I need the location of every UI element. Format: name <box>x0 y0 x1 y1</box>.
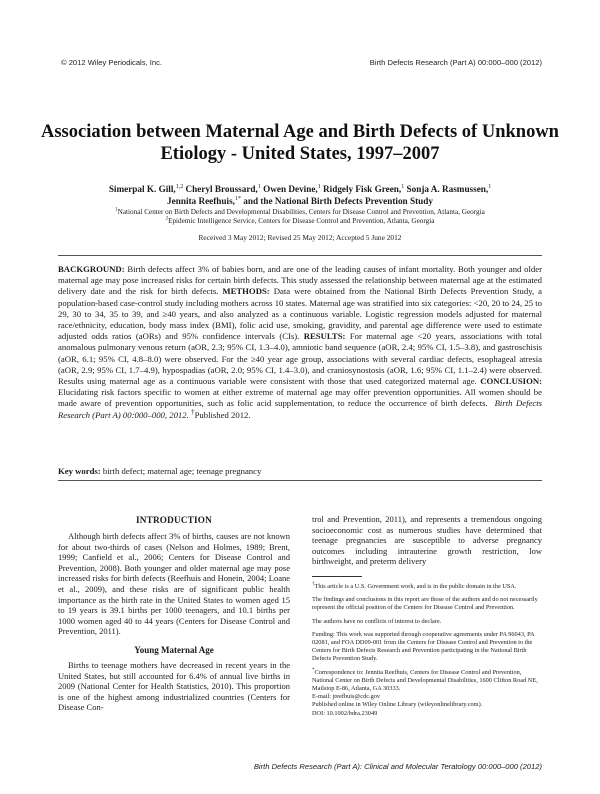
article-title: Association between Maternal Age and Birth Defects of Unknown Etiology - United States, 1997–2007 <box>41 122 559 164</box>
author-affiliation-mark: 1* <box>234 195 241 202</box>
affiliations <box>40 208 560 226</box>
author-affiliation-mark: 1 <box>488 183 492 190</box>
author-name: Simerpal K. Gill, <box>108 184 176 194</box>
author-affiliation-mark: 1,2 <box>175 183 184 190</box>
keywords-label: Key words: <box>58 466 101 476</box>
affiliation-mark: 2 <box>165 216 169 222</box>
affiliation-text: National Center on Birth Defects and Developmental Disabilities, Centers for Disease Control and Prevention, Atlanta, Georgia <box>117 208 485 216</box>
footnote-public-domain <box>312 583 542 591</box>
abstract-conclusion: Elucidating risk factors specific to women at either extreme of maternal age may offer prevention opportunities. All women should be made aware of prevention opportunities, such as folic acid supplementation, to reduce the occurrence of birth defects. <box>58 387 542 409</box>
abstract-results: For maternal age <20 years, associations with total anomalous pulmonary venous return (aOR, 2.3; 95% CI, 1.3–4.0), amniotic band sequence (aOR, 2.4; 95% CI, 1.5–3.8), and gastroschisis (aOR, 6.1; 95% CI, 4.8–8.0) were observed. For the ≥40 year age group, associations with several cardiac defects, esophageal atresia (aOR, 2.9; 95% CI, 1.7–4.9), hypospadias (aOR, 2.0; 95% CI, 1.4–3.0), and craniosynostosis (aOR, 1.6; 95% CI, 1.1–2.4) were observed. Results using maternal age as a continuous variable were consistent with those that used categorized maternal age. <box>58 331 542 387</box>
correspondence-email[interactable]: E-mail: jreefhuis@cdc.gov <box>312 693 381 701</box>
introduction-paragraph: Although birth defects affect 3% of births, causes are not known for about two-thirds of cases (Nelson and Holmes, 1989; Brent, 1999; Canfield et al., 2006; Centers for Disease Control and Prevention, 2008). Both younger and older maternal age may pose increased risks for birth defects (Reefhuis and Honein, 2004; Loane et al., 2009), and these risks are of significant public health importance as the birth rate in the United States to women aged 15 to 19 years is 39.1 births per 1000 teenagers, and 10.1 births per 1000 women aged 40 to 44 years (Centers for Disease Control and Prevention, 2011). <box>58 531 290 637</box>
author-name: Cheryl Broussard, <box>185 184 258 194</box>
body-continuation-paragraph: trol and Prevention, 2011), and represents a tremendous ongoing socioeconomic cost as numerous studies have determined that teenage pregnancies are susceptible to adverse pregnancy outcomes including intrauterine growth restriction, low birthweight, and preterm delivery <box>312 514 542 567</box>
footer-journal-ref: Birth Defects Research (Part A): Clinical and Molecular Teratology 00:000–000 (2012) <box>253 762 542 771</box>
doi-link[interactable]: DOI: 10.1002/bdra.23049 <box>312 709 378 717</box>
keywords-divider <box>58 480 542 481</box>
footnote-mark: * <box>312 667 315 673</box>
author-affiliation-mark: 1 <box>317 183 321 190</box>
abstract-results-label: RESULTS: <box>303 331 346 342</box>
abstract-background: Birth defects affect 3% of babies born, and are one of the leading causes of infant mortality. Both younger and older maternal age may pose increased risks for certain birth defects. This study assessed the relationship between maternal age at the estimated delivery date and the risk for birth defects. <box>58 264 542 297</box>
footnote-text: This article is a U.S. Government work, and is in the public domain in the USA. <box>314 582 517 590</box>
author-affiliation-mark: 1 <box>401 183 405 190</box>
published-mark: † <box>190 407 195 416</box>
keywords-text: birth defect; maternal age; teenage pregnancy <box>102 466 262 476</box>
footnote-correspondence <box>312 669 542 718</box>
published-note: Published 2012. <box>194 409 251 420</box>
footnote-funding: Funding: This work was supported through cooperative agreements under PA 96043, PA 02081, and FOA DD09-001 from the Centers for Disease Control and Prevention to the Centers for Birth Defects Research and Prevention participating in the National Birth Defects Prevention Study. <box>312 630 535 663</box>
correspondence-text: Correspondence to: Jennita Reefhuis, Centers for Disease Control and Prevention, National Center on Birth Defects and Developmental Disabilities, 1600 Clifton Road NE, Mailstop E-86, Atlanta, GA 30333. <box>312 668 538 692</box>
author-list <box>50 183 550 207</box>
abstract-conclusion-label: CONCLUSION: <box>480 376 542 387</box>
abstract <box>58 264 542 421</box>
received-dates: Received 3 May 2012; Revised 25 May 2012; Accepted 5 June 2012 <box>198 233 402 242</box>
introduction-heading: INTRODUCTION <box>136 515 212 525</box>
running-header-journal: Birth Defects Research (Part A) 00:000–000 (2012) <box>369 58 542 67</box>
footnote-mark: † <box>312 581 315 587</box>
author-name: Jennita Reefhuis, <box>167 196 235 206</box>
copyright-notice: © 2012 Wiley Periodicals, Inc. <box>61 58 162 67</box>
footnote-conflicts: The authors have no conflicts of interest to declare. <box>312 617 442 625</box>
young-maternal-age-heading: Young Maternal Age <box>134 644 214 655</box>
keywords <box>58 466 542 477</box>
author-group: and the National Birth Defects Prevention Study <box>243 196 433 206</box>
affiliation-mark: 1 <box>115 207 118 213</box>
affiliation <box>40 217 560 226</box>
right-column <box>312 514 542 723</box>
footnote-divider <box>312 576 362 577</box>
abstract-methods: Data were obtained from the National Birth Defects Prevention Study, a population-based case-control study including mothers across 10 states. Maternal age was stratified into six categories: <20, 20 to 24, 25 to 29, 30 to 34, 35 to 39, and ≥40 years, and also analyzed as a continuous variable. Logistic regression models adjusted for maternal race/ethnicity, education, body mass index (BMI), folic acid use, smoking, gravidity, and parental age difference were used to estimate adjusted odds ratios (aORs) and 95% confidence intervals (CIs). <box>58 286 543 342</box>
abstract-top-divider <box>58 255 542 256</box>
author-affiliation-mark: 1 <box>257 183 261 190</box>
left-column <box>58 514 290 713</box>
affiliation <box>40 208 560 217</box>
abstract-methods-label: METHODS: <box>222 286 270 297</box>
published-online-note: Published online in Wiley Online Library (wileyonlinelibrary.com). <box>312 701 483 709</box>
author-name: Owen Devine, <box>263 184 318 194</box>
abstract-citation: Birth Defects Research (Part A) 00:000–000, 2012. <box>58 398 543 420</box>
young-maternal-age-paragraph: Births to teenage mothers have decreased in recent years in the United States, but still accounted for 6.4% of annual live births in 2009 (National Center for Health Statistics, 2010). This proportion is one of the highest among industrialized countries (Centers for Disease Con- <box>58 659 290 713</box>
affiliation-text: Epidemic Intelligence Service, Centers for Disease Control and Prevention, Atlanta, Georgia <box>168 217 435 225</box>
author-name: Ridgely Fisk Green, <box>323 184 402 194</box>
footnote-disclaimer: The findings and conclusions in this report are those of the authors and do not necessarily represent the official position of the Centers for Disease Control and Prevention. <box>312 596 538 612</box>
author-name: Sonja A. Rasmussen, <box>406 184 489 194</box>
abstract-background-label: BACKGROUND: <box>58 264 125 274</box>
